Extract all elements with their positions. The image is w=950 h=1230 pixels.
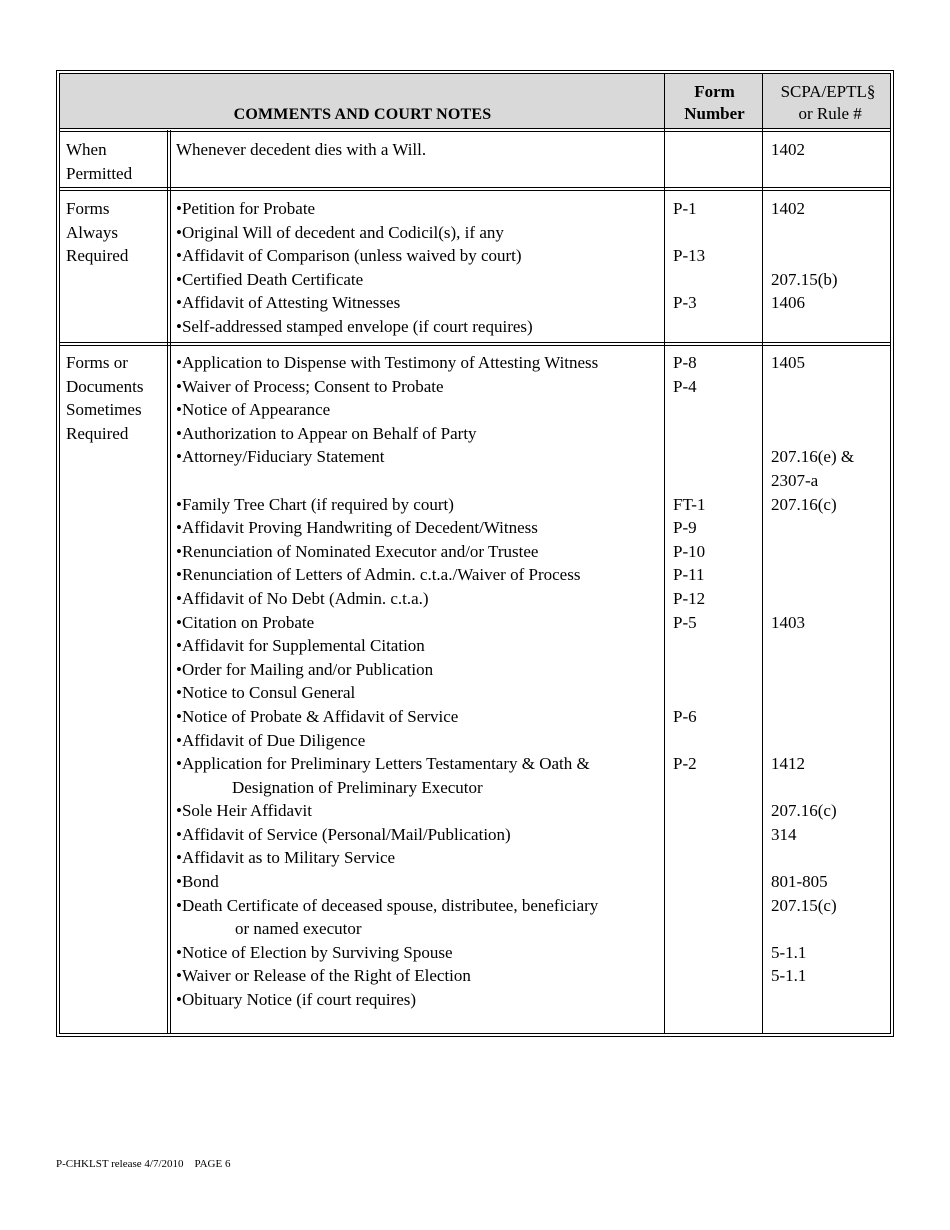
list-item: •Affidavit Proving Handwriting of Decedent/Witness (176, 518, 538, 538)
row-comments (176, 351, 598, 1012)
rule-number (771, 563, 889, 587)
rule-number: 207.16(e) & (771, 447, 855, 467)
list-item: •Application to Dispense with Testimony of Attesting Witness (176, 353, 599, 372)
row-comments (176, 197, 533, 339)
rule-number (771, 729, 889, 753)
rule-number: 1412 (771, 754, 805, 774)
rule-number (771, 422, 889, 446)
form-number: P-13 (673, 246, 706, 266)
rule-number: 1402 (771, 140, 805, 159)
list-item: •Death Certificate of deceased spouse, distributee, beneficiary (176, 895, 599, 915)
list-item: •Affidavit as to Military Service (176, 848, 396, 868)
list-item: •Waiver or Release of the Right of Election (176, 966, 471, 986)
row-label-line: Documents (66, 376, 144, 396)
rule-number: 1406 (771, 293, 805, 313)
form-number (673, 917, 763, 941)
list-item: •Certified Death Certificate (176, 269, 364, 289)
rule-number (771, 540, 889, 564)
rule-number (771, 988, 889, 1012)
list-item: •Notice of Probate & Affidavit of Service (176, 706, 459, 726)
rule-number (771, 917, 889, 941)
rule-number (771, 681, 889, 705)
rule-number: 207.16(c) (771, 494, 837, 514)
header-separator (60, 128, 890, 132)
list-item: •Petition for Probate (176, 199, 316, 218)
row-label-line: Forms or (66, 353, 128, 372)
row-label (66, 138, 166, 185)
form-number (673, 268, 763, 292)
rule-number: 2307-a (771, 470, 819, 490)
rule-number: 314 (771, 824, 797, 844)
column-divider-form (664, 74, 665, 1033)
form-number: P-10 (673, 541, 706, 561)
form-number (673, 894, 763, 918)
list-item: •Renunciation of Letters of Admin. c.t.a./Waiver of Process (176, 565, 581, 585)
header-form-line1: Form (694, 82, 735, 101)
rule-number (771, 375, 889, 399)
form-number: P-4 (673, 376, 697, 396)
row-label-line: Sometimes (66, 400, 142, 420)
list-item: •Renunciation of Nominated Executor and/or Trustee (176, 541, 539, 561)
list-item: •Affidavit of Comparison (unless waived by court) (176, 246, 522, 266)
list-item: •Citation on Probate (176, 612, 315, 632)
rule-number: 1403 (771, 612, 805, 632)
row-separator-1 (60, 187, 890, 191)
row-comments (176, 138, 426, 162)
rule-number (771, 658, 889, 682)
form-number (673, 658, 763, 682)
form-number (673, 221, 763, 245)
rule-number: 207.15(c) (771, 895, 837, 915)
header-rule-line2: or Rule # (794, 104, 862, 123)
row-label-line: Required (66, 423, 129, 443)
list-item: •Attorney/Fiduciary Statement (176, 447, 385, 467)
form-number: P-2 (673, 754, 697, 774)
row-separator-2 (60, 342, 890, 346)
header-title: COMMENTS AND COURT NOTES (233, 106, 492, 123)
form-number (673, 846, 763, 870)
form-number (673, 776, 763, 800)
form-number (673, 138, 763, 162)
rule-number: 801-805 (771, 872, 828, 892)
form-number (673, 398, 763, 422)
rule-number: 5-1.1 (771, 942, 807, 962)
form-number (673, 964, 763, 988)
list-item: •Affidavit of Attesting Witnesses (176, 293, 401, 313)
list-item: •Bond (176, 872, 219, 892)
row-rules (771, 351, 889, 1012)
form-number: P-5 (673, 612, 697, 632)
column-divider-label (167, 130, 171, 1033)
row-forms (673, 351, 763, 1012)
row-label-line: When (66, 140, 107, 159)
header-rule-line1: SCPA/EPTL§ (780, 82, 876, 101)
form-number (673, 941, 763, 965)
form-number (673, 799, 763, 823)
row-rules (771, 197, 889, 339)
list-item: •Affidavit of Service (Personal/Mail/Publication) (176, 824, 511, 844)
rule-number (771, 705, 889, 729)
rule-number: 207.16(c) (771, 801, 837, 821)
row-label-line: Forms (66, 199, 110, 218)
row-label-line: Permitted (66, 163, 133, 183)
form-number (673, 422, 763, 446)
rule-number (771, 846, 889, 870)
rule-number (771, 244, 889, 268)
row-rules (771, 138, 889, 162)
rule-number (771, 634, 889, 658)
form-number (673, 729, 763, 753)
form-number (673, 469, 763, 493)
list-item: •Self-addressed stamped envelope (if court requires) (176, 316, 533, 336)
list-item (176, 469, 598, 493)
list-item: •Authorization to Appear on Behalf of Party (176, 423, 477, 443)
rule-number (771, 776, 889, 800)
list-item: •Sole Heir Affidavit (176, 801, 312, 821)
form-number (673, 315, 763, 339)
table-header (60, 74, 890, 129)
list-item: •Affidavit of Due Diligence (176, 730, 366, 750)
header-form-line2: Number (684, 104, 745, 123)
form-number (673, 445, 763, 469)
header-form-number (666, 81, 763, 125)
list-item: Whenever decedent dies with a Will. (176, 140, 427, 159)
list-item: •Family Tree Chart (if required by court) (176, 494, 454, 514)
row-forms (673, 197, 763, 339)
form-number: P-6 (673, 706, 697, 726)
form-number (673, 634, 763, 658)
form-number (673, 681, 763, 705)
row-forms (673, 138, 763, 162)
list-item: •Notice of Appearance (176, 400, 331, 420)
rule-number (771, 516, 889, 540)
header-rule-number (764, 81, 892, 125)
rule-number: 5-1.1 (771, 966, 807, 986)
page-footer: P-CHKLST release 4/7/2010 PAGE 6 (56, 1158, 231, 1170)
form-number: P-11 (673, 565, 705, 585)
form-number: FT-1 (673, 494, 706, 514)
row-label (66, 197, 166, 268)
form-number: P-12 (673, 588, 706, 608)
list-item: •Notice to Consul General (176, 683, 356, 703)
list-item: •Obituary Notice (if court requires) (176, 990, 417, 1010)
list-item: or named executor (235, 919, 362, 939)
rule-number (771, 221, 889, 245)
rule-number: 1402 (771, 199, 805, 218)
rule-number: 1405 (771, 353, 805, 372)
form-number: P-1 (673, 199, 697, 218)
list-item: •Affidavit of No Debt (Admin. c.t.a.) (176, 588, 429, 608)
list-item: •Waiver of Process; Consent to Probate (176, 376, 444, 396)
row-label (66, 351, 166, 445)
checklist-table-inner (59, 73, 891, 1034)
rule-number (771, 587, 889, 611)
form-number (673, 823, 763, 847)
list-item: Designation of Preliminary Executor (232, 777, 483, 797)
list-item: •Original Will of decedent and Codicil(s), if any (176, 222, 504, 242)
list-item: •Affidavit for Supplemental Citation (176, 636, 425, 656)
row-label-line: Required (66, 246, 129, 266)
form-number (673, 870, 763, 894)
checklist-table (56, 70, 894, 1037)
list-item: •Notice of Election by Surviving Spouse (176, 942, 453, 962)
form-number: P-9 (673, 518, 697, 538)
form-number (673, 988, 763, 1012)
list-item: •Order for Mailing and/or Publication (176, 659, 434, 679)
form-number: P-8 (673, 353, 697, 372)
form-number: P-3 (673, 293, 697, 313)
rule-number (771, 398, 889, 422)
row-label-line: Always (66, 222, 118, 242)
list-item: •Application for Preliminary Letters Testamentary & Oath & (176, 754, 590, 774)
rule-number: 207.15(b) (771, 269, 838, 289)
rule-number (771, 315, 889, 339)
